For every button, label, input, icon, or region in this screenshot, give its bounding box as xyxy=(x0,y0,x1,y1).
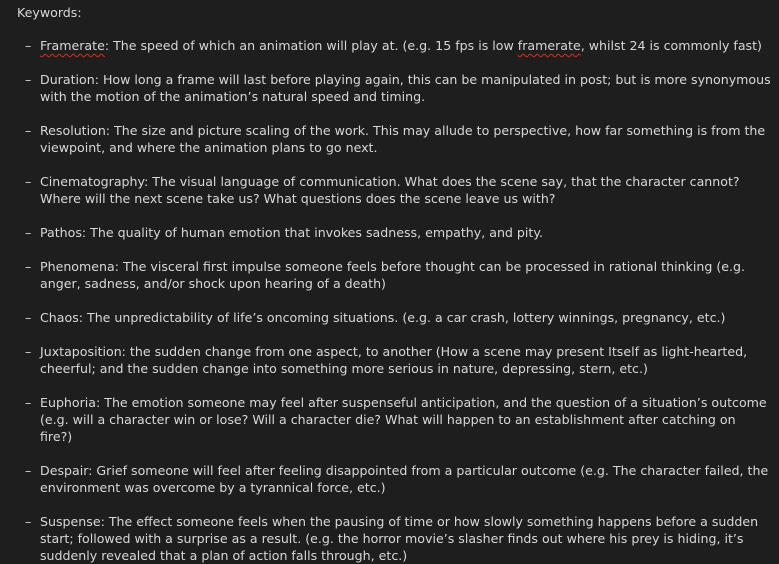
bullet-dash: – xyxy=(25,463,32,478)
list-item-text: Suspense: The effect someone feels when the pausing of time or how slowly something happens before a sudden start; followed with a surprise as a result. (e.g. the horror movie’s slasher finds out where his prey is hiding, it’s suddenly revealed that a plan of action falls through, etc.) xyxy=(40,514,759,563)
bullet-dash: – xyxy=(25,514,32,529)
bullet-dash: – xyxy=(25,259,32,274)
list-item-text: Pathos: The quality of human emotion that invokes sadness, empathy, and pity. xyxy=(40,225,544,240)
bullet-dash: – xyxy=(25,395,32,410)
list-item-despair[interactable] xyxy=(17,462,771,496)
bullet-dash: – xyxy=(25,72,32,87)
bullet-dash: – xyxy=(25,123,32,138)
list-item-duration[interactable] xyxy=(17,71,771,105)
bullet-dash: – xyxy=(25,310,32,325)
list-item-phenomena[interactable] xyxy=(17,258,771,292)
list-item-suspense[interactable] xyxy=(17,513,771,564)
bullet-dash: – xyxy=(25,225,32,240)
list-item-chaos[interactable] xyxy=(17,309,771,326)
list-item-text: Despair: Grief someone will feel after feeling disappointed from a particular outcome (e.g. The character failed, the environment was overcome by a tyrannical force, etc.) xyxy=(40,463,769,495)
list-item-text: : The speed of which an animation will play at. (e.g. 15 fps is low xyxy=(104,38,518,53)
list-item-text: Euphoria: The emotion someone may feel after suspenseful anticipation, and the question of a situation’s outcome (e.g. will a character win or lose? Will a character die? What will happen to an establishment after catching on fire?) xyxy=(40,395,767,444)
list-item-text: Juxtaposition: the sudden change from one aspect, to another (How a scene may present Itself as light-hearted, cheerful; and the sudden change into something more serious in nature, depressing, stern, etc.) xyxy=(40,344,748,376)
bullet-dash: – xyxy=(25,174,32,189)
list-item-resolution[interactable] xyxy=(17,122,771,156)
bullet-dash: – xyxy=(25,38,32,53)
keywords-list xyxy=(17,37,771,564)
list-item-pathos[interactable] xyxy=(17,224,771,241)
list-item-text: Phenomena: The visceral first impulse someone feels before thought can be processed in rational thinking (e.g. anger, sadness, and/or shock upon hearing of a death) xyxy=(40,259,745,291)
list-item-text: Cinematography: The visual language of communication. What does the scene say, that the character cannot? Where will the next scene take us? What questions does the scene leave us with? xyxy=(40,174,740,206)
keywords-heading: Keywords: xyxy=(17,5,82,20)
list-item-text: Chaos: The unpredictability of life’s oncoming situations. (e.g. a car crash, lottery winnings, pregnancy, etc.) xyxy=(40,310,726,325)
list-item-juxtaposition[interactable] xyxy=(17,343,771,377)
list-item-text: Resolution: The size and picture scaling of the work. This may allude to perspective, how far something is from the viewpoint, and where the animation plans to go next. xyxy=(40,123,766,155)
bullet-dash: – xyxy=(25,344,32,359)
list-item-text: , whilst 24 is commonly fast) xyxy=(580,38,762,53)
list-item-cinematography[interactable] xyxy=(17,173,771,207)
list-item-framerate[interactable] xyxy=(17,37,771,54)
list-item-text: Duration: How long a frame will last before playing again, this can be manipulated in post; but is more synonymous with the motion of the animation’s natural speed and timing. xyxy=(40,72,771,104)
misspelled-word[interactable]: Framerate xyxy=(40,38,105,53)
list-item-euphoria[interactable] xyxy=(17,394,771,445)
misspelled-word[interactable]: framerate xyxy=(517,38,581,53)
